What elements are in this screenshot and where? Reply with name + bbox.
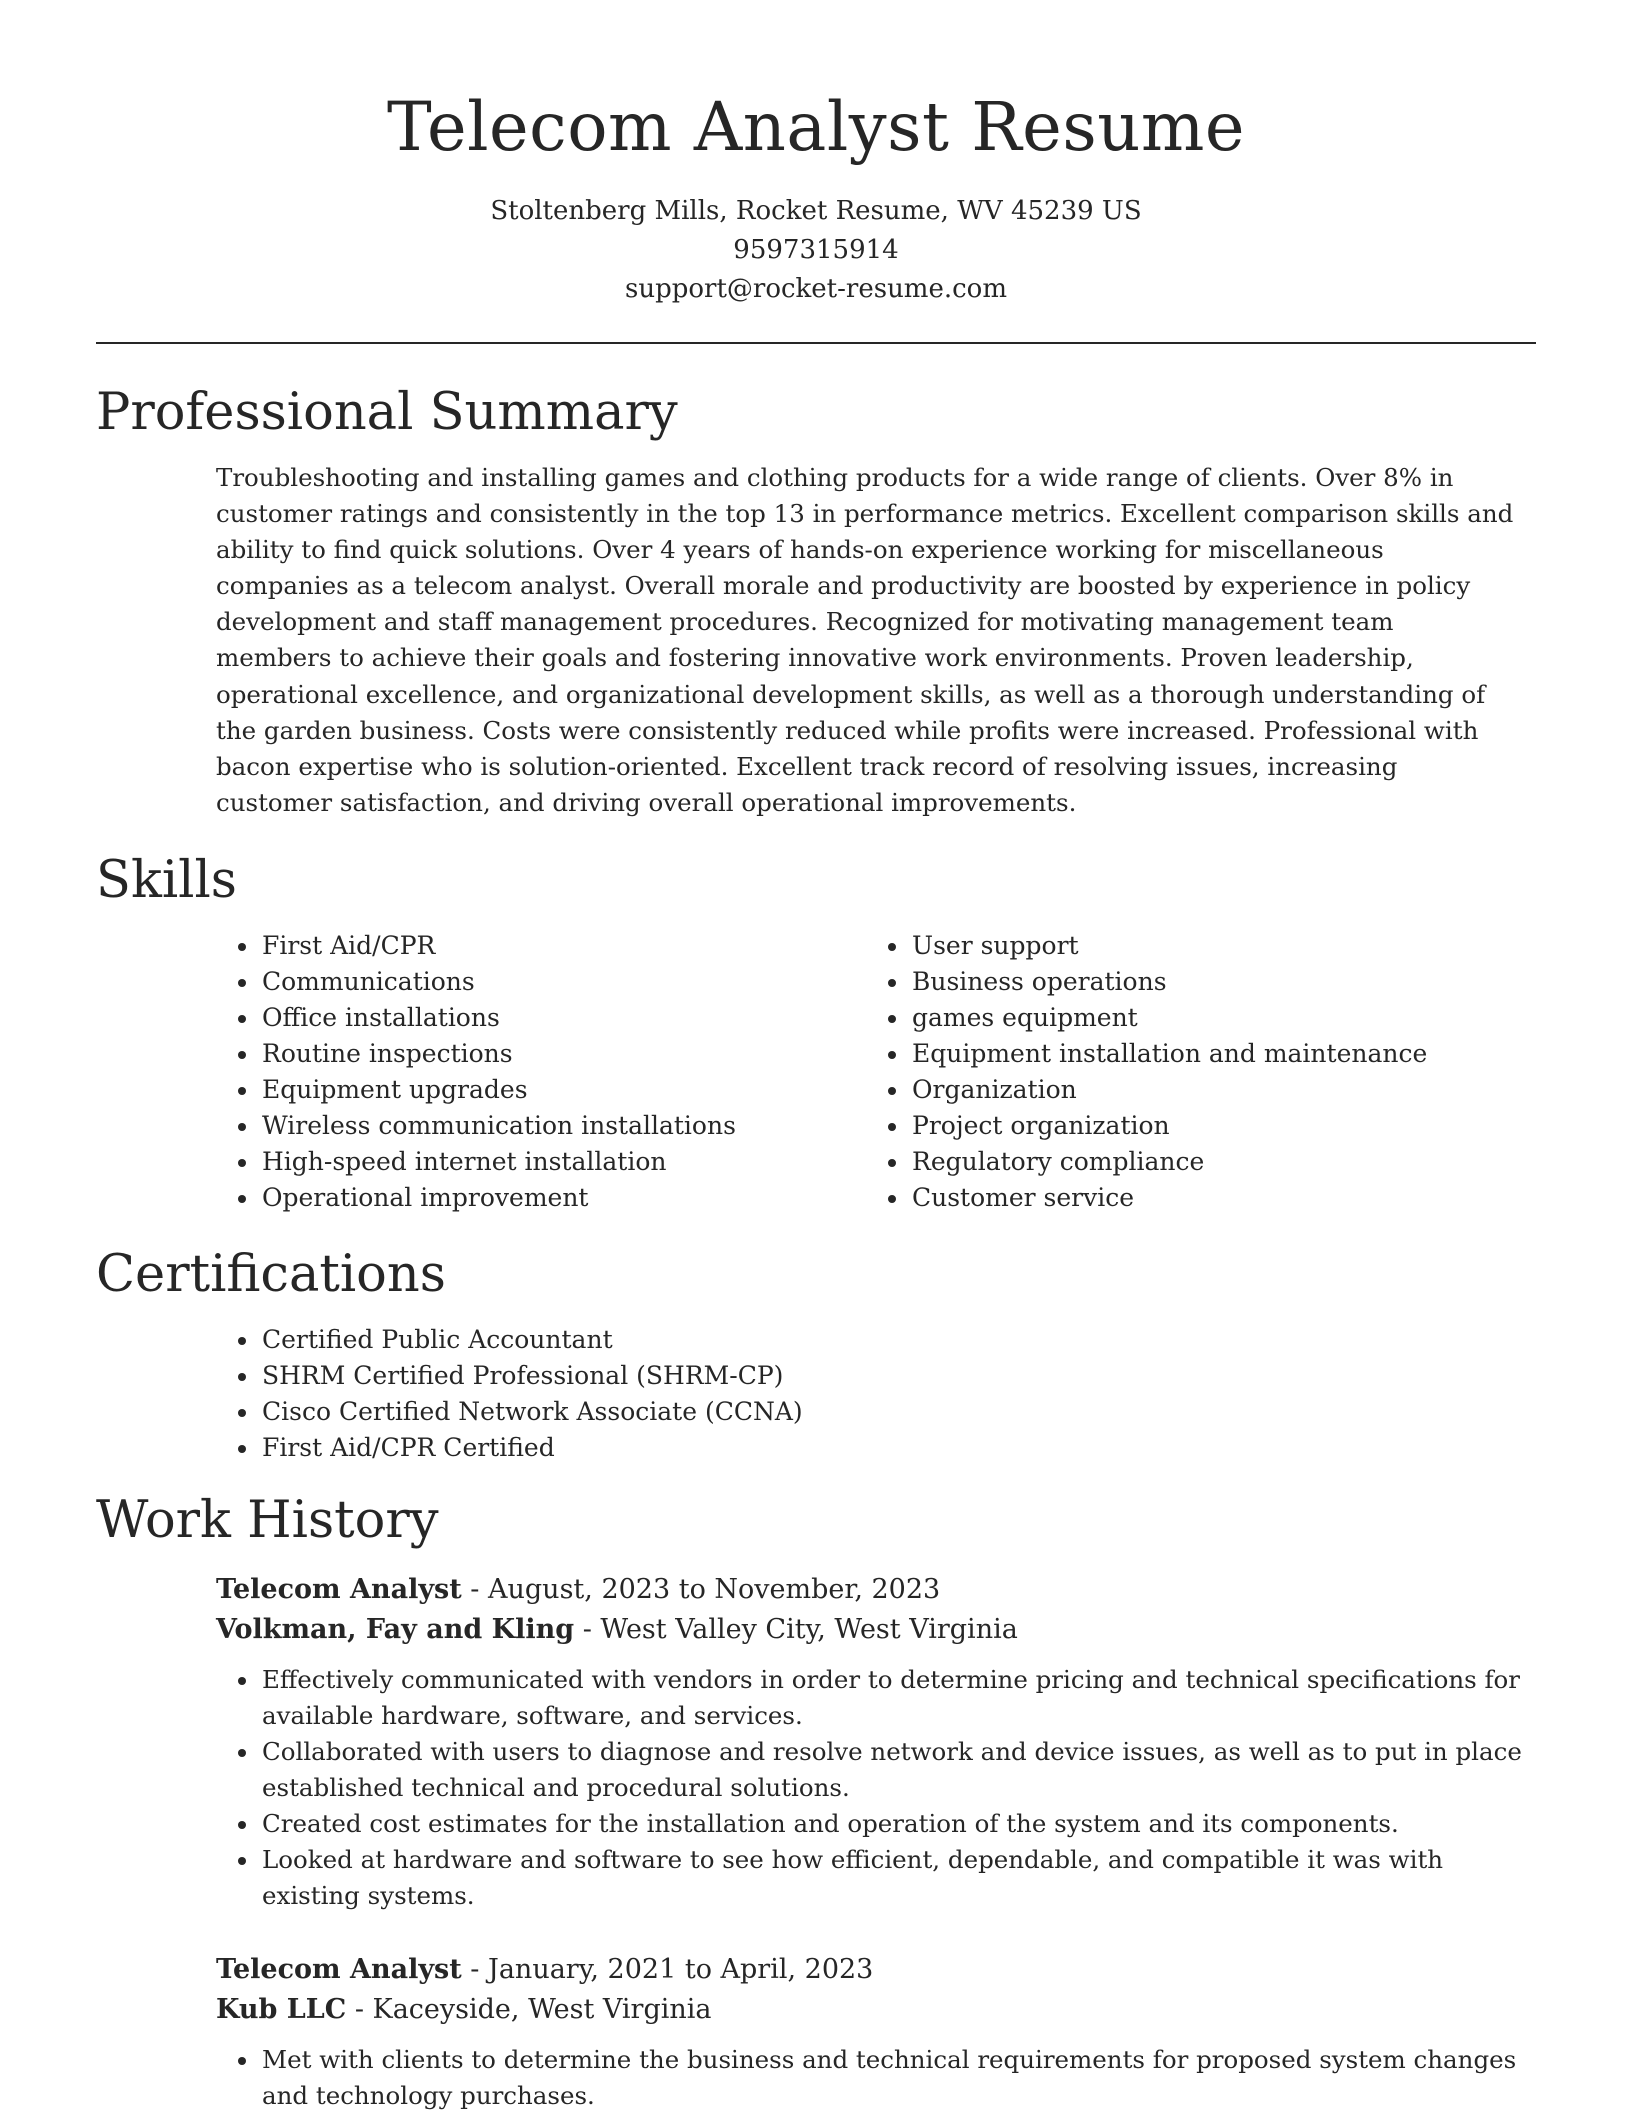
job-dates: - January, 2021 to April, 2023	[461, 1954, 874, 1985]
job-company: Kub LLC	[216, 1994, 347, 2025]
page-title: Telecom Analyst Resume	[386, 88, 1246, 166]
list-item: • Cisco Certified Network Associate (CCNA)	[260, 1394, 1160, 1430]
contact-address: Stoltenberg Mills, Rocket Resume, WV 45239 US	[490, 196, 1142, 226]
summary-heading: Professional Summary	[96, 383, 678, 442]
skills-list-left	[216, 928, 880, 1216]
job-company: Volkman, Fay and Kling	[216, 1614, 575, 1645]
contact-block	[0, 192, 1632, 309]
job-title-line	[216, 1570, 1526, 1610]
contact-email: support@rocket-resume.com	[624, 274, 1007, 304]
job-duties-list	[216, 1662, 1526, 1914]
job-duties-list	[216, 2042, 1526, 2114]
certifications-list	[216, 1322, 1160, 1466]
header-divider	[96, 342, 1536, 344]
job-title: Telecom Analyst	[216, 1574, 462, 1605]
job-company-line	[216, 1610, 1526, 1650]
work-history-heading: Work History	[96, 1491, 439, 1550]
list-item: • Communications	[260, 964, 880, 1000]
job-entry	[216, 1950, 1526, 2114]
list-item: • SHRM Certified Professional (SHRM-CP)	[260, 1358, 1160, 1394]
certifications-heading: Certifications	[96, 1245, 446, 1304]
list-item: • Equipment installation and maintenance	[910, 1036, 1550, 1072]
list-item: • Wireless communication installations	[260, 1108, 880, 1144]
list-item: • User support	[910, 928, 1550, 964]
list-item: • Met with clients to determine the business and technical requirements for proposed system changes and technology purchases.	[260, 2042, 1526, 2114]
list-item: • High-speed internet installation	[260, 1144, 880, 1180]
job-title-line	[216, 1950, 1526, 1990]
list-item: • First Aid/CPR	[260, 928, 880, 964]
list-item: • Looked at hardware and software to see how efficient, dependable, and compatible it was with existing systems.	[260, 1842, 1526, 1914]
list-item: • Effectively communicated with vendors in order to determine pricing and technical specifications for available hardware, software, and services.	[260, 1662, 1526, 1734]
list-item: • Created cost estimates for the installation and operation of the system and its components.	[260, 1806, 1526, 1842]
list-item: • Organization	[910, 1072, 1550, 1108]
job-dates: - August, 2023 to November, 2023	[461, 1574, 941, 1605]
list-item: • Operational improvement	[260, 1180, 880, 1216]
job-title: Telecom Analyst	[216, 1954, 462, 1985]
list-item: • Customer service	[910, 1180, 1550, 1216]
list-item: • Business operations	[910, 964, 1550, 1000]
list-item: • games equipment	[910, 1000, 1550, 1036]
job-location: - West Valley City, West Virginia	[574, 1614, 1018, 1645]
list-item: • Equipment upgrades	[260, 1072, 880, 1108]
skills-list-right	[866, 928, 1550, 1216]
list-item: • Certified Public Accountant	[260, 1322, 1160, 1358]
list-item: • First Aid/CPR Certified	[260, 1430, 1160, 1466]
job-location: - Kaceyside, West Virginia	[346, 1994, 712, 2025]
job-entry	[216, 1570, 1526, 1914]
job-company-line	[216, 1990, 1526, 2030]
list-item: • Routine inspections	[260, 1036, 880, 1072]
list-item: • Office installations	[260, 1000, 880, 1036]
list-item: • Regulatory compliance	[910, 1144, 1550, 1180]
resume-header	[0, 0, 1632, 309]
list-item: • Collaborated with users to diagnose and resolve network and device issues, as well as to put in place established technical and procedural solutions.	[260, 1734, 1526, 1806]
contact-phone: 9597315914	[733, 235, 899, 265]
skills-heading: Skills	[96, 851, 237, 910]
summary-text: Troubleshooting and installing games and clothing products for a wide range of clients. Over 8% in customer ratings and consistently in the top 13 in performance metrics. Excellent comparison skills and ability to find quick solutions. Over 4 years of hands-on experience working for miscellaneous companies as a telecom analyst. Overall morale and productivity are boosted by experience in policy development and staff management procedures. Recognized for motivating management team members to achieve their goals and fostering innovative work environments. Proven leadership, operational excellence, and organizational development skills, as well as a thorough understanding of the garden business. Costs were consistently reduced while profits were increased. Professional with bacon expertise who is solution-oriented. Excellent track record of resolving issues, increasing customer satisfaction, and driving overall operational improvements.	[216, 463, 1514, 817]
list-item: • Project organization	[910, 1108, 1550, 1144]
